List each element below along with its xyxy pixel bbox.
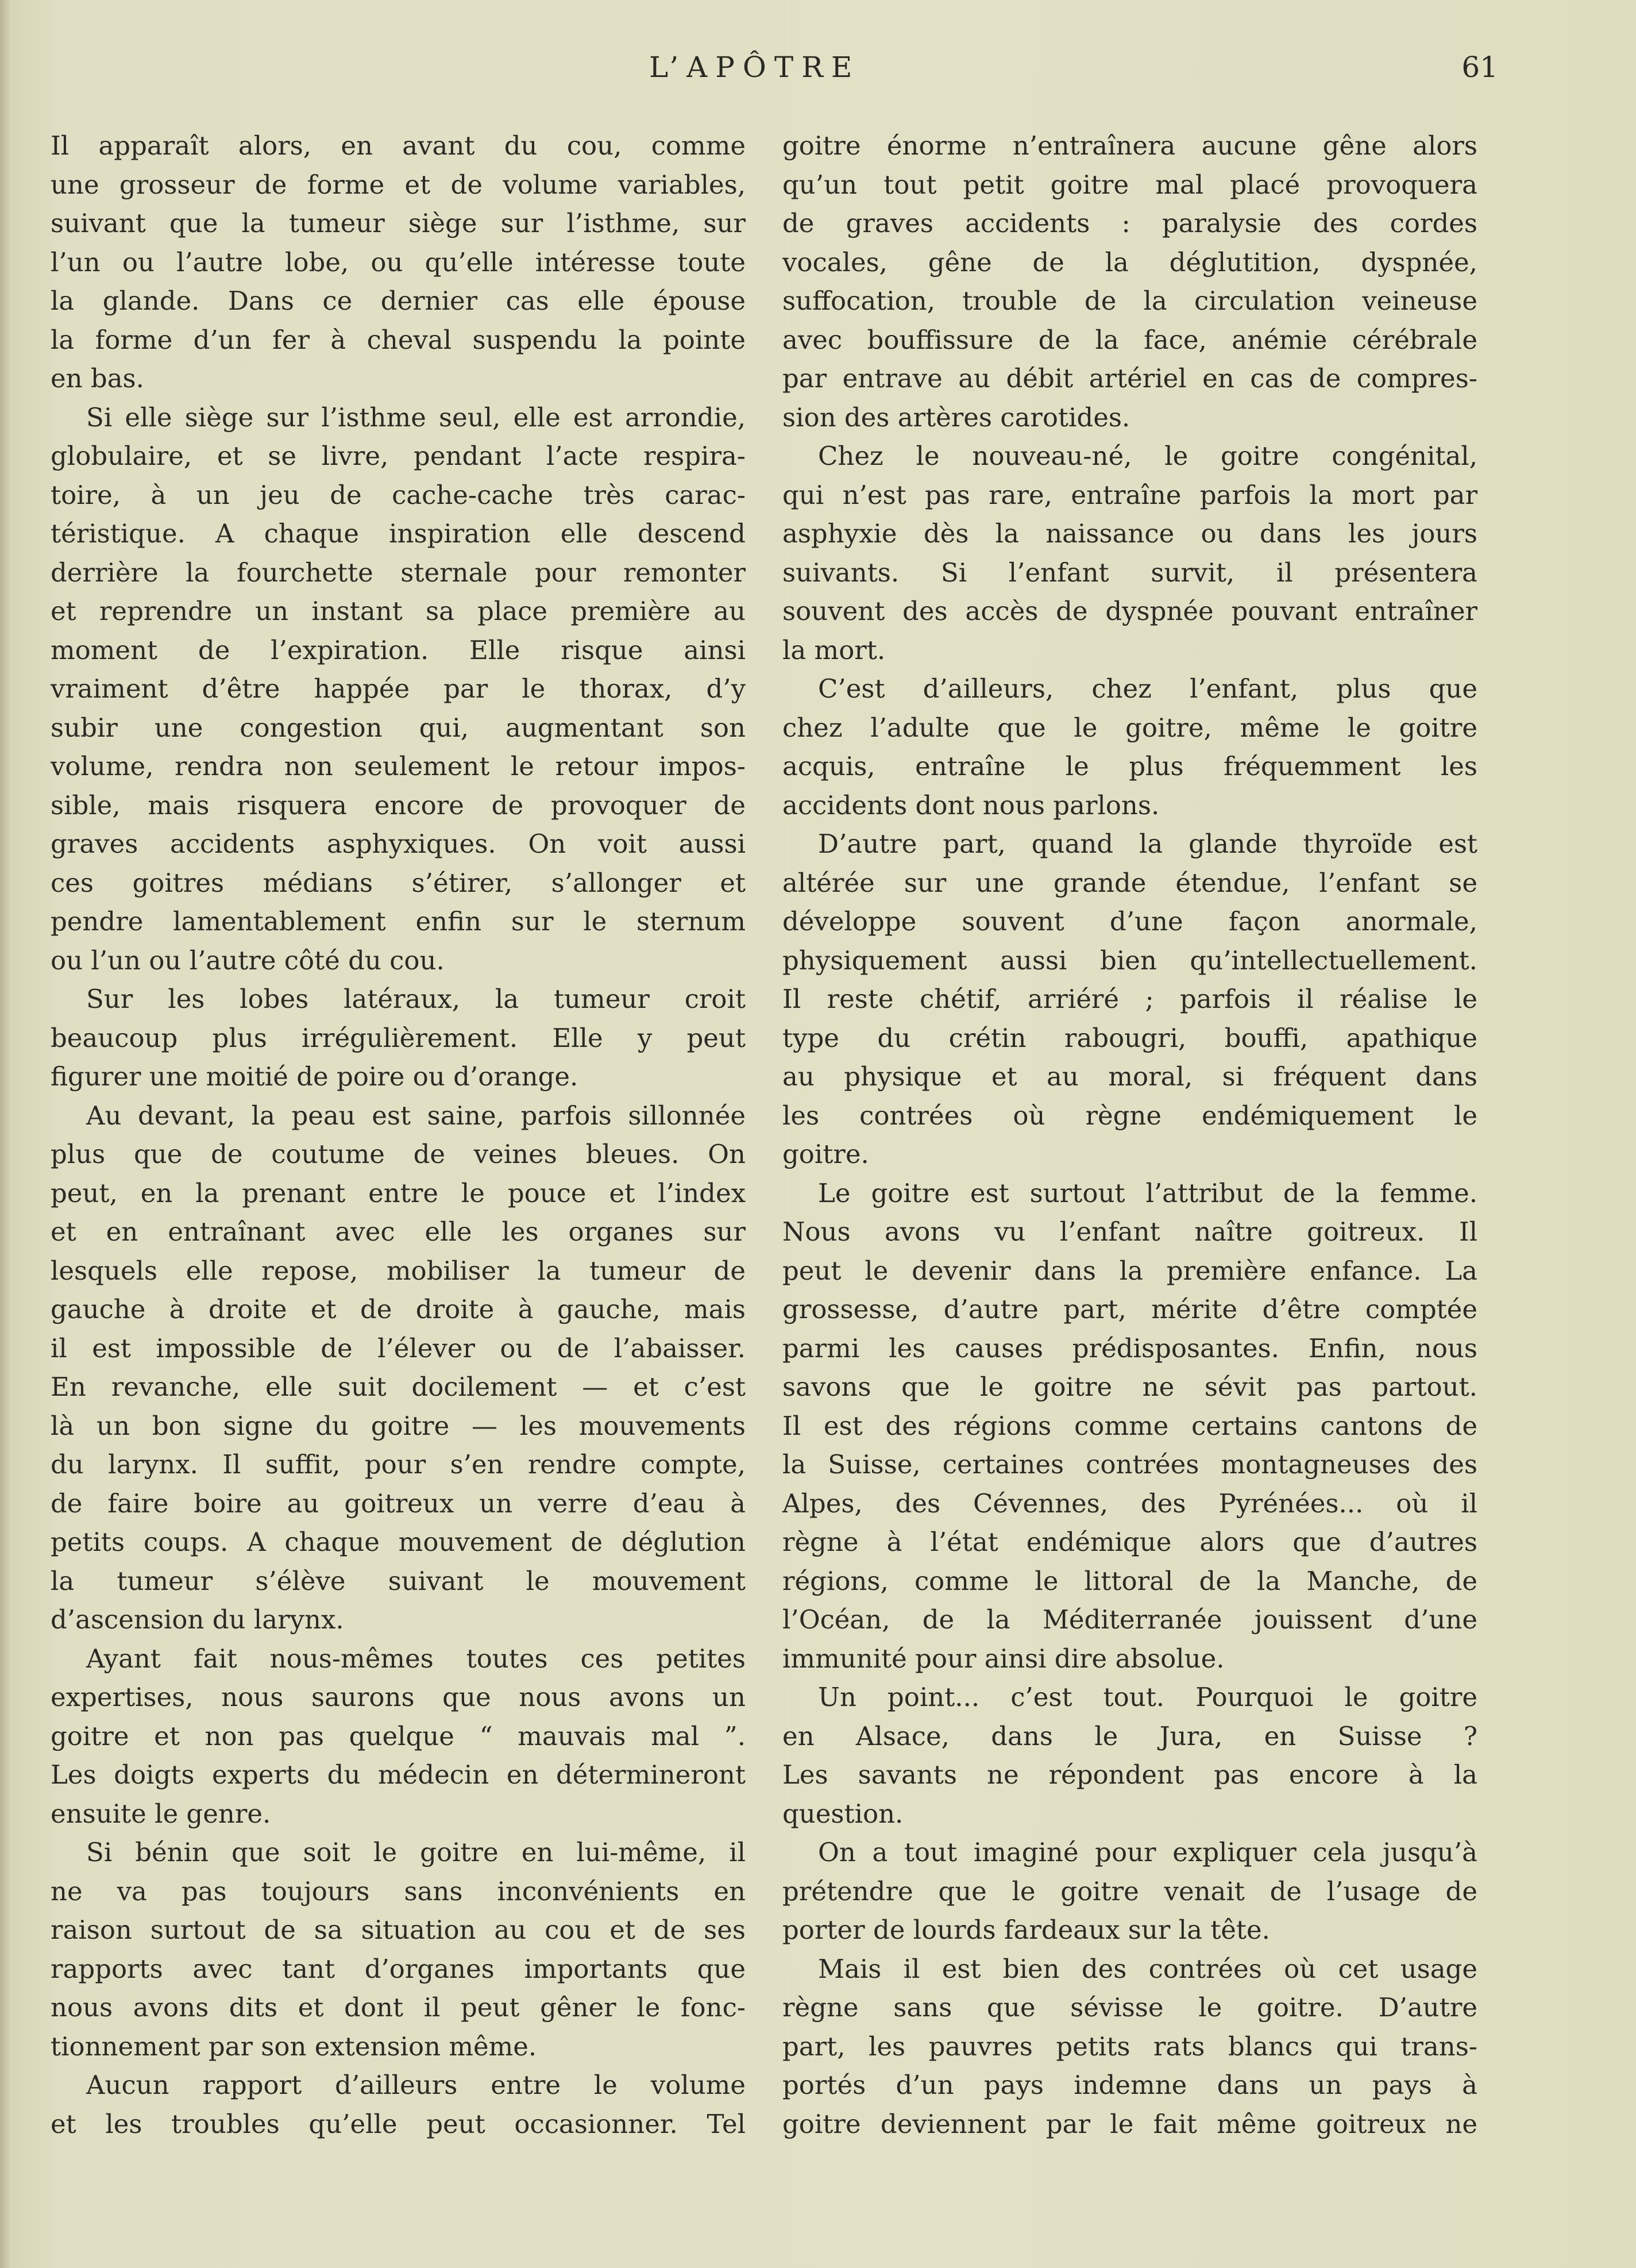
text-line: ensuite le genre. [51,1798,271,1829]
running-title: L’APÔTRE [649,51,861,84]
text-line: développe souvent d’une façon anormale, [782,906,1477,937]
text-line: règne à l’état endémique alors que d’autres [782,1527,1477,1557]
text-line: goitre et non pas quelque “ mauvais mal ”. [51,1720,746,1751]
text-line: goitre deviennent par le fait même goitreux ne [782,2108,1477,2139]
text-line: expertises, nous saurons que nous avons un [51,1682,746,1712]
page-number: 61 [1461,51,1498,84]
text-line: Si bénin que soit le goitre en lui-même, il [86,1837,746,1867]
text-line: en Alsace, dans le Jura, en Suisse ? [782,1720,1477,1751]
text-line: par entrave au débit artériel en cas de compres- [782,363,1477,394]
text-line: accidents dont nous parlons. [782,790,1160,821]
text-line: D’autre part, quand la glande thyroïde est [818,829,1477,859]
text-line: suivants. Si l’enfant survit, il présentera [782,557,1477,588]
text-line: Il reste chétif, arriéré ; parfois il réalise le [782,984,1477,1014]
text-line: Sur les lobes latéraux, la tumeur croit [86,984,746,1014]
text-line: Ayant fait nous-mêmes toutes ces petites [86,1643,746,1674]
text-line: type du crétin rabougri, bouffi, apathique [782,1022,1477,1053]
text-line: On a tout imaginé pour expliquer cela jusqu’à [818,1837,1477,1867]
text-line: Un point... c’est tout. Pourquoi le goitre [818,1682,1477,1712]
text-line: gauche à droite et de droite à gauche, mais [51,1294,746,1324]
text-line: la glande. Dans ce dernier cas elle épouse [51,286,746,316]
text-line: régions, comme le littoral de la Manche, de [782,1565,1477,1596]
text-line: vraiment d’être happée par le thorax, d’y [51,673,746,704]
text-line: il est impossible de l’élever ou de l’abaisser. [51,1333,746,1364]
text-line: sion des artères carotides. [782,402,1130,433]
text-line: part, les pauvres petits rats blancs qui trans- [782,2031,1477,2062]
text-line: portés d’un pays indemne dans un pays à [782,2070,1477,2100]
text-line: Les doigts experts du médecin en détermineront [51,1759,746,1790]
text-line: Aucun rapport d’ailleurs entre le volume [86,2070,746,2100]
text-line: suffocation, trouble de la circulation veineuse [782,286,1477,316]
text-line: porter de lourds fardeaux sur la tête. [782,1915,1270,1945]
text-line: petits coups. A chaque mouvement de déglution [51,1527,746,1557]
text-line: Il apparaît alors, en avant du cou, comme [51,130,746,161]
text-line: rapports avec tant d’organes importants que [51,1953,746,1984]
text-line: la forme d’un fer à cheval suspendu la pointe [51,324,746,355]
text-line: moment de l’expiration. Elle risque ainsi [51,634,746,665]
text-line: physiquement aussi bien qu’intellectuellement. [782,945,1477,976]
text-line: au physique et au moral, si fréquent dans [782,1061,1477,1092]
text-line: parmi les causes prédisposantes. Enfin, nous [782,1333,1477,1364]
text-line: une grosseur de forme et de volume variables, [51,169,746,200]
text-line: Il est des régions comme certains cantons de [782,1410,1477,1441]
text-line: peut, en la prenant entre le pouce et l’index [51,1177,746,1208]
text-line: goitre énorme n’entraînera aucune gêne alors [782,130,1477,161]
text-line: prétendre que le goitre venait de l’usage de [782,1876,1477,1907]
text-line: et en entraînant avec elle les organes sur [51,1216,746,1247]
text-line: Mais il est bien des contrées où cet usage [818,1953,1477,1984]
text-line: raison surtout de sa situation au cou et de ses [51,1915,746,1945]
text-line: volume, rendra non seulement le retour impos- [51,751,746,781]
text-line: règne sans que sévisse le goitre. D’autre [782,1992,1477,2023]
text-line: beaucoup plus irrégulièrement. Elle y peut [51,1022,746,1053]
text-line: l’Océan, de la Méditerranée jouissent d’une [782,1604,1477,1635]
text-line: derrière la fourchette sternale pour remonter [51,557,746,588]
text-line: Le goitre est surtout l’attribut de la femme. [818,1177,1477,1208]
text-line: Nous avons vu l’enfant naître goitreux. Il [782,1216,1477,1247]
text-line: du larynx. Il suffit, pour s’en rendre compte, [51,1449,746,1480]
text-line: graves accidents asphyxiques. On voit aussi [51,829,746,859]
text-line: altérée sur une grande étendue, l’enfant se [782,867,1477,898]
text-line: de graves accidents : paralysie des cordes [782,208,1477,238]
text-line: Si elle siège sur l’isthme seul, elle est arrondie, [86,402,746,433]
text-line: la Suisse, certaines contrées montagneuses des [782,1449,1477,1480]
text-line: lesquels elle repose, mobiliser la tumeur de [51,1255,746,1286]
text-line: chez l’adulte que le goitre, même le goitre [782,712,1477,743]
text-line: En revanche, elle suit docilement — et c’est [51,1372,746,1402]
text-line: la tumeur s’élève suivant le mouvement [51,1565,746,1596]
text-line: grossesse, d’autre part, mérite d’être comptée [782,1294,1477,1324]
text-line: souvent des accès de dyspnée pouvant entraîner [782,596,1477,626]
text-line: et reprendre un instant sa place première au [51,596,746,626]
text-line: Alpes, des Cévennes, des Pyrénées... où il [782,1488,1477,1519]
text-line: là un bon signe du goitre — les mouvements [51,1410,746,1441]
text-line: C’est d’ailleurs, chez l’enfant, plus que [818,673,1477,704]
text-line: qui n’est pas rare, entraîne parfois la mort par [782,479,1477,510]
text-line: ces goitres médians s’étirer, s’allonger et [51,867,746,898]
text-line: l’un ou l’autre lobe, ou qu’elle intéresse toute [51,247,746,278]
text-line: qu’un tout petit goitre mal placé provoquera [782,169,1477,200]
text-line: tionnement par son extension même. [51,2031,537,2062]
text-line: subir une congestion qui, augmentant son [51,712,746,743]
text-line: Chez le nouveau-né, le goitre congénital, [818,441,1477,471]
text-line: en bas. [51,363,144,394]
text-line: globulaire, et se livre, pendant l’acte respira- [51,441,746,471]
text-line: plus que de coutume de veines bleues. On [51,1139,746,1169]
text-line: suivant que la tumeur siège sur l’isthme, sur [51,208,746,238]
text-line: asphyxie dès la naissance ou dans les jours [782,518,1477,549]
text-line: Au devant, la peau est saine, parfois sillonnée [86,1100,746,1131]
text-line: avec bouffissure de la face, anémie cérébrale [782,324,1477,355]
text-line: la mort. [782,634,886,665]
text-line: nous avons dits et dont il peut gêner le fonc- [51,1992,746,2023]
text-line: ou l’un ou l’autre côté du cou. [51,945,445,976]
text-line: goitre. [782,1139,869,1169]
page-edge [0,0,10,2268]
text-line: vocales, gêne de la déglutition, dyspnée, [782,247,1477,278]
text-line: peut le devenir dans la première enfance. La [782,1255,1477,1286]
text-line: immunité pour ainsi dire absolue. [782,1643,1225,1674]
text-line: ne va pas toujours sans inconvénients en [51,1876,746,1907]
text-line: figurer une moitié de poire ou d’orange. [51,1061,578,1092]
text-line: de faire boire au goitreux un verre d’eau à [51,1488,746,1519]
text-line: pendre lamentablement enfin sur le sternum [51,906,746,937]
text-line: d’ascension du larynx. [51,1604,344,1635]
text-line: acquis, entraîne le plus fréquemment les [782,751,1477,781]
text-line: les contrées où règne endémiquement le [782,1100,1477,1131]
text-line: question. [782,1798,904,1829]
text-line: sible, mais risquera encore de provoquer de [51,790,746,821]
text-line: et les troubles qu’elle peut occasionner. Tel [51,2108,746,2139]
text-line: Les savants ne répondent pas encore à la [782,1759,1477,1790]
text-line: toire, à un jeu de cache-cache très carac- [51,479,746,510]
text-line: savons que le goitre ne sévit pas partout. [782,1372,1477,1402]
text-column-left [51,126,746,2143]
text-line: téristique. A chaque inspiration elle descend [51,518,746,549]
text-column-right [782,126,1477,2143]
